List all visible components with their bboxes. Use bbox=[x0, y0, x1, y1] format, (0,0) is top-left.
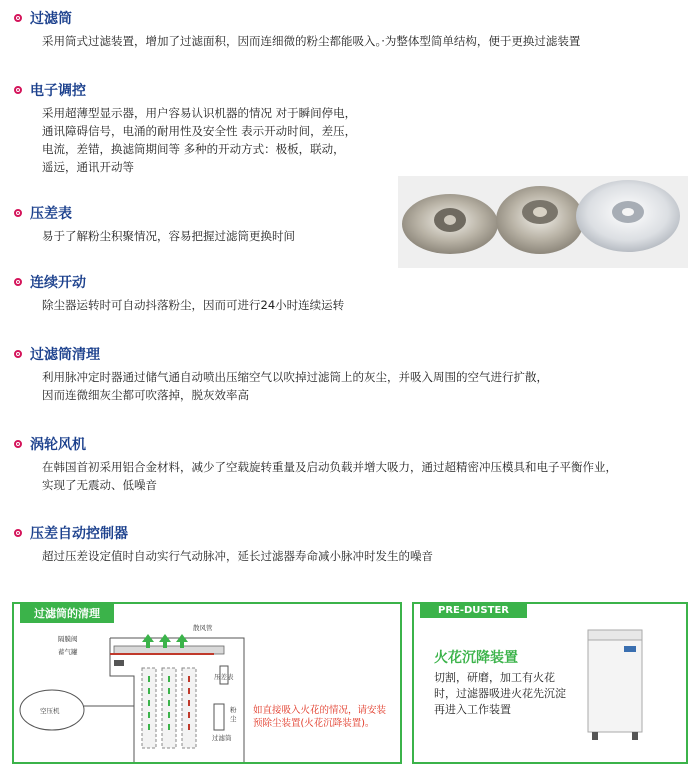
section-line: 除尘器运转时可自动抖落粉尘，因而可进行24小时连续运转 bbox=[42, 298, 345, 312]
section-turbo-fan bbox=[14, 434, 684, 494]
section-pressure-gauge bbox=[14, 203, 394, 245]
section-continuous-operation bbox=[14, 272, 684, 314]
spark-warning-note: 如直接吸入火花的情况，请安装预除尘装置(火花沉降装置)。 bbox=[253, 705, 387, 729]
label-tank: 蓄气罐 bbox=[58, 648, 78, 656]
section-line: 遥远，通讯开动等 bbox=[42, 160, 134, 174]
section-line: 因而连微细灰尘都可吹落掉，脱灰效率高 bbox=[42, 388, 249, 402]
section-title: 涡轮风机 bbox=[30, 437, 86, 453]
section-title: 连续开动 bbox=[30, 275, 86, 291]
section-filter-cartridge bbox=[14, 8, 684, 50]
label-valve: 隔膜阀 bbox=[58, 635, 78, 643]
section-line: 在韩国首初采用铝合金材料，减少了空载旋转重量及启动负载并增大吸力，通过超精密冲压模具和电子平衡作业， bbox=[42, 460, 617, 474]
pre-duster-title: 火花沉降装置 bbox=[434, 650, 518, 666]
section-line: 易于了解粉尘积聚情况，容易把握过滤筒更换时间 bbox=[42, 229, 295, 243]
bullet-icon bbox=[14, 350, 22, 358]
bullet-icon bbox=[14, 209, 22, 217]
diagram-tag: 过滤筒的清理 bbox=[20, 603, 114, 623]
bullet-icon bbox=[14, 529, 22, 537]
label-filter: 过滤筒 bbox=[212, 734, 232, 742]
label-gauge: 压差表 bbox=[214, 673, 234, 681]
section-filter-cleaning bbox=[14, 344, 684, 404]
section-title: 压差自动控制器 bbox=[30, 526, 128, 542]
pre-duster-tag: PRE-DUSTER bbox=[420, 603, 527, 618]
section-line: 通讯障碍信号，电涌的耐用性及安全性 表示开动时间，差压， bbox=[42, 124, 357, 138]
label-pipe: 散风管 bbox=[193, 624, 213, 632]
section-title: 压差表 bbox=[30, 206, 72, 222]
section-line: 超过压差设定值时自动实行气动脉冲，延长过滤器寿命减小脉冲时发生的噪音 bbox=[42, 549, 433, 563]
bullet-icon bbox=[14, 278, 22, 286]
impeller-photo bbox=[398, 176, 688, 268]
impeller-illustration bbox=[398, 176, 688, 268]
bullet-icon bbox=[14, 14, 22, 22]
section-electronic-control bbox=[14, 80, 684, 176]
bullet-icon bbox=[14, 86, 22, 94]
bullet-icon bbox=[14, 440, 22, 448]
section-title: 过滤筒清理 bbox=[30, 347, 100, 363]
section-title: 电子调控 bbox=[30, 83, 86, 99]
section-title: 过滤筒 bbox=[30, 11, 72, 27]
section-line: 实现了无震动、低噪音 bbox=[42, 478, 157, 492]
label-compressor: 空压机 bbox=[40, 707, 60, 715]
pre-duster-unit-image bbox=[584, 628, 646, 742]
section-auto-controller bbox=[14, 523, 684, 565]
label-dust: 粉尘 bbox=[230, 706, 237, 723]
section-line: 采用超薄型显示器，用户容易认识机器的情况 对于瞬间停电， bbox=[42, 106, 357, 120]
pre-duster-text: 切割，研磨，加工有火花时，过滤器吸进火花先沉淀再进入工作装置 bbox=[434, 671, 566, 716]
section-line: 电流，差错，换滤筒期间等 多种的开动方式：极板，联动， bbox=[42, 142, 345, 156]
section-line: 采用筒式过滤装置，增加了过滤面积，因而连细微的粉尘都能吸入。·为整体型简单结构，便于更换过滤装置 bbox=[42, 34, 581, 48]
section-line: 利用脉冲定时器通过储气通自动喷出压缩空气以吹掉过滤筒上的灰尘，并吸入周围的空气进行扩散， bbox=[42, 370, 548, 384]
